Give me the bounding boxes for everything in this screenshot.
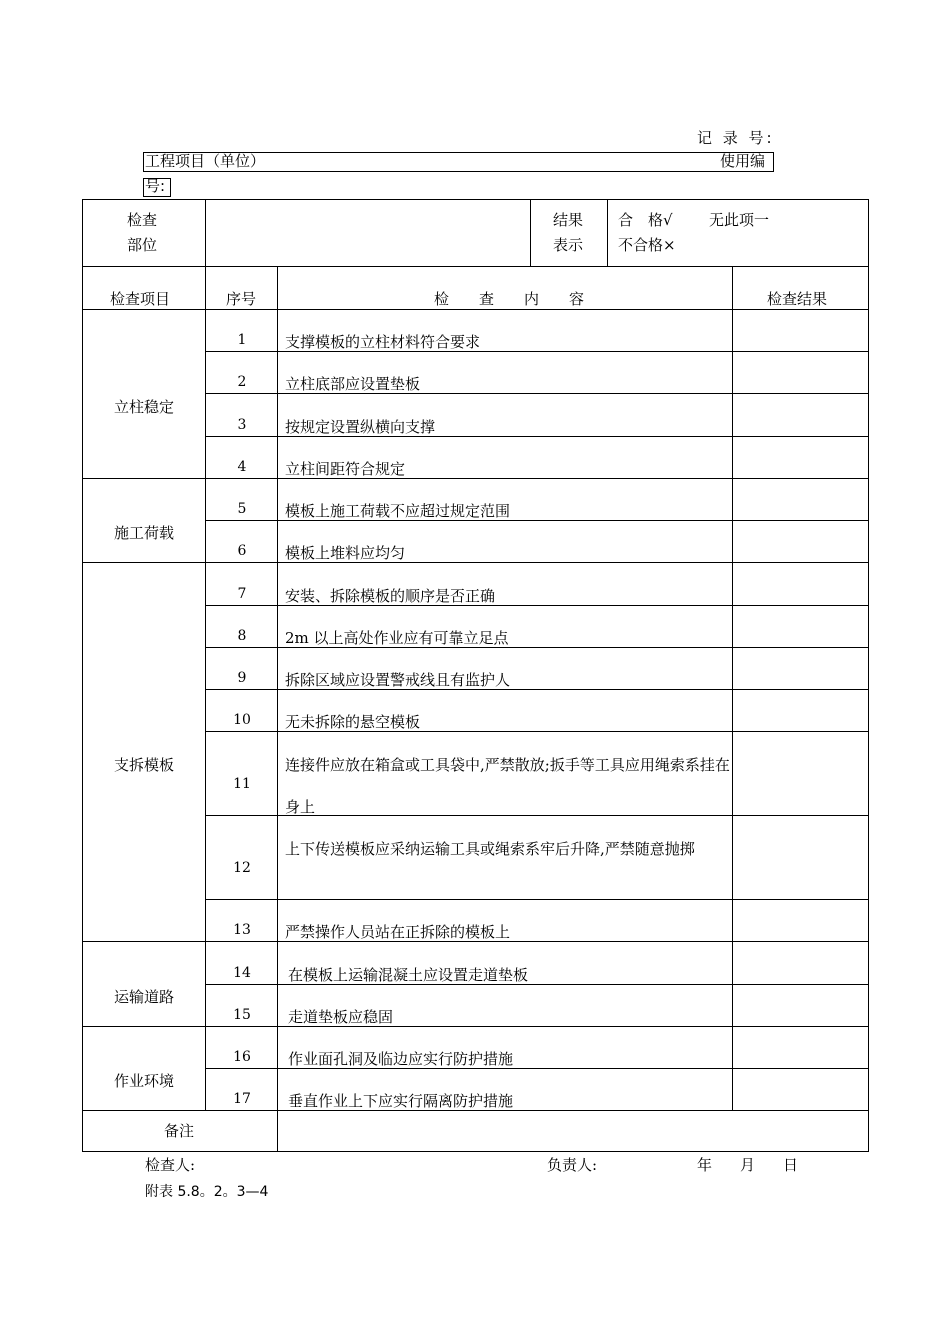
row-content: 按规定设置纵横向支撑 [285, 418, 436, 436]
row-seq: 4 [237, 459, 247, 475]
row-content: 上下传送模板应采纳运输工具或绳索系牢后升降,严禁随意抛掷 [285, 840, 695, 858]
day-label: 日 [783, 1156, 799, 1174]
row-seq: 13 [233, 922, 251, 938]
row-seq: 5 [237, 501, 247, 517]
row-seq: 15 [233, 1007, 251, 1023]
result-label-2: 表示 [553, 236, 584, 254]
use-number-label: 使用编 [720, 152, 766, 170]
row-content: 立柱间距符合规定 [285, 460, 406, 478]
category-construction-load: 施工荷载 [113, 524, 174, 542]
row-seq: 14 [233, 965, 251, 981]
row-seq: 7 [237, 586, 247, 602]
remarks-label: 备注 [164, 1122, 195, 1140]
column-header-result: 检查结果 [767, 290, 828, 308]
row-content: 无未拆除的悬空模板 [285, 713, 421, 731]
column-header-content: 检 查 内 容 [434, 290, 585, 308]
row-seq: 6 [237, 543, 247, 559]
year-label: 年 [697, 1156, 713, 1174]
row-content: 模板上施工荷载不应超过规定范围 [285, 502, 511, 520]
row-seq: 12 [233, 860, 251, 876]
row-seq: 3 [237, 417, 247, 433]
row-content: 模板上堆料应均匀 [285, 544, 406, 562]
legend-fail: 不合格× [618, 236, 676, 254]
category-formwork: 支拆模板 [113, 756, 174, 774]
inspector-label: 检查人: [145, 1156, 196, 1174]
row-content: 2m 以上高处作业应有可靠立足点 [285, 629, 509, 647]
row-seq: 16 [233, 1049, 251, 1065]
responsible-label: 负责人: [547, 1156, 598, 1174]
row-seq: 9 [237, 670, 247, 686]
category-column-stability: 立柱稳定 [113, 398, 174, 416]
row-seq: 17 [233, 1091, 251, 1107]
use-number-label-2: 号: [145, 177, 166, 195]
attachment-label: 附表 5.8。2。3—4 [145, 1184, 269, 1200]
row-seq: 8 [237, 628, 247, 644]
row-content: 连接件应放在箱盒或工具袋中,严禁散放;扳手等工具应用绳索系挂在身上 [285, 756, 730, 816]
row-content: 安装、拆除模板的顺序是否正确 [285, 587, 496, 605]
row-content: 拆除区域应设置警戒线且有监护人 [285, 671, 511, 689]
record-number-label: 记 录 号: [697, 129, 775, 147]
legend-pass: 合 格√ [618, 211, 673, 229]
row-content: 作业面孔洞及临边应实行防护措施 [288, 1050, 514, 1068]
row-seq: 10 [233, 712, 251, 728]
row-content: 严禁操作人员站在正拆除的模板上 [285, 923, 511, 941]
result-label-1: 结果 [553, 211, 584, 229]
row-seq: 11 [233, 776, 251, 792]
check-part-label-1: 检查 [127, 211, 158, 229]
category-work-environment: 作业环境 [113, 1072, 174, 1090]
check-part-label-2: 部位 [127, 236, 158, 254]
row-content: 立柱底部应设置垫板 [285, 375, 421, 393]
month-label: 月 [740, 1156, 756, 1174]
row-content: 在模板上运输混凝土应设置走道垫板 [288, 966, 529, 984]
column-header-seq: 序号 [226, 290, 257, 308]
project-label: 工程项目（单位） [145, 152, 266, 170]
legend-na: 无此项一 [709, 211, 770, 229]
row-content: 走道垫板应稳固 [288, 1008, 394, 1026]
column-header-item: 检查项目 [110, 290, 171, 308]
category-transport-road: 运输道路 [113, 988, 174, 1006]
row-content: 支撑模板的立柱材料符合要求 [285, 333, 481, 351]
row-seq: 2 [237, 374, 247, 390]
row-seq: 1 [237, 332, 247, 348]
row-content: 垂直作业上下应实行隔离防护措施 [288, 1092, 514, 1110]
